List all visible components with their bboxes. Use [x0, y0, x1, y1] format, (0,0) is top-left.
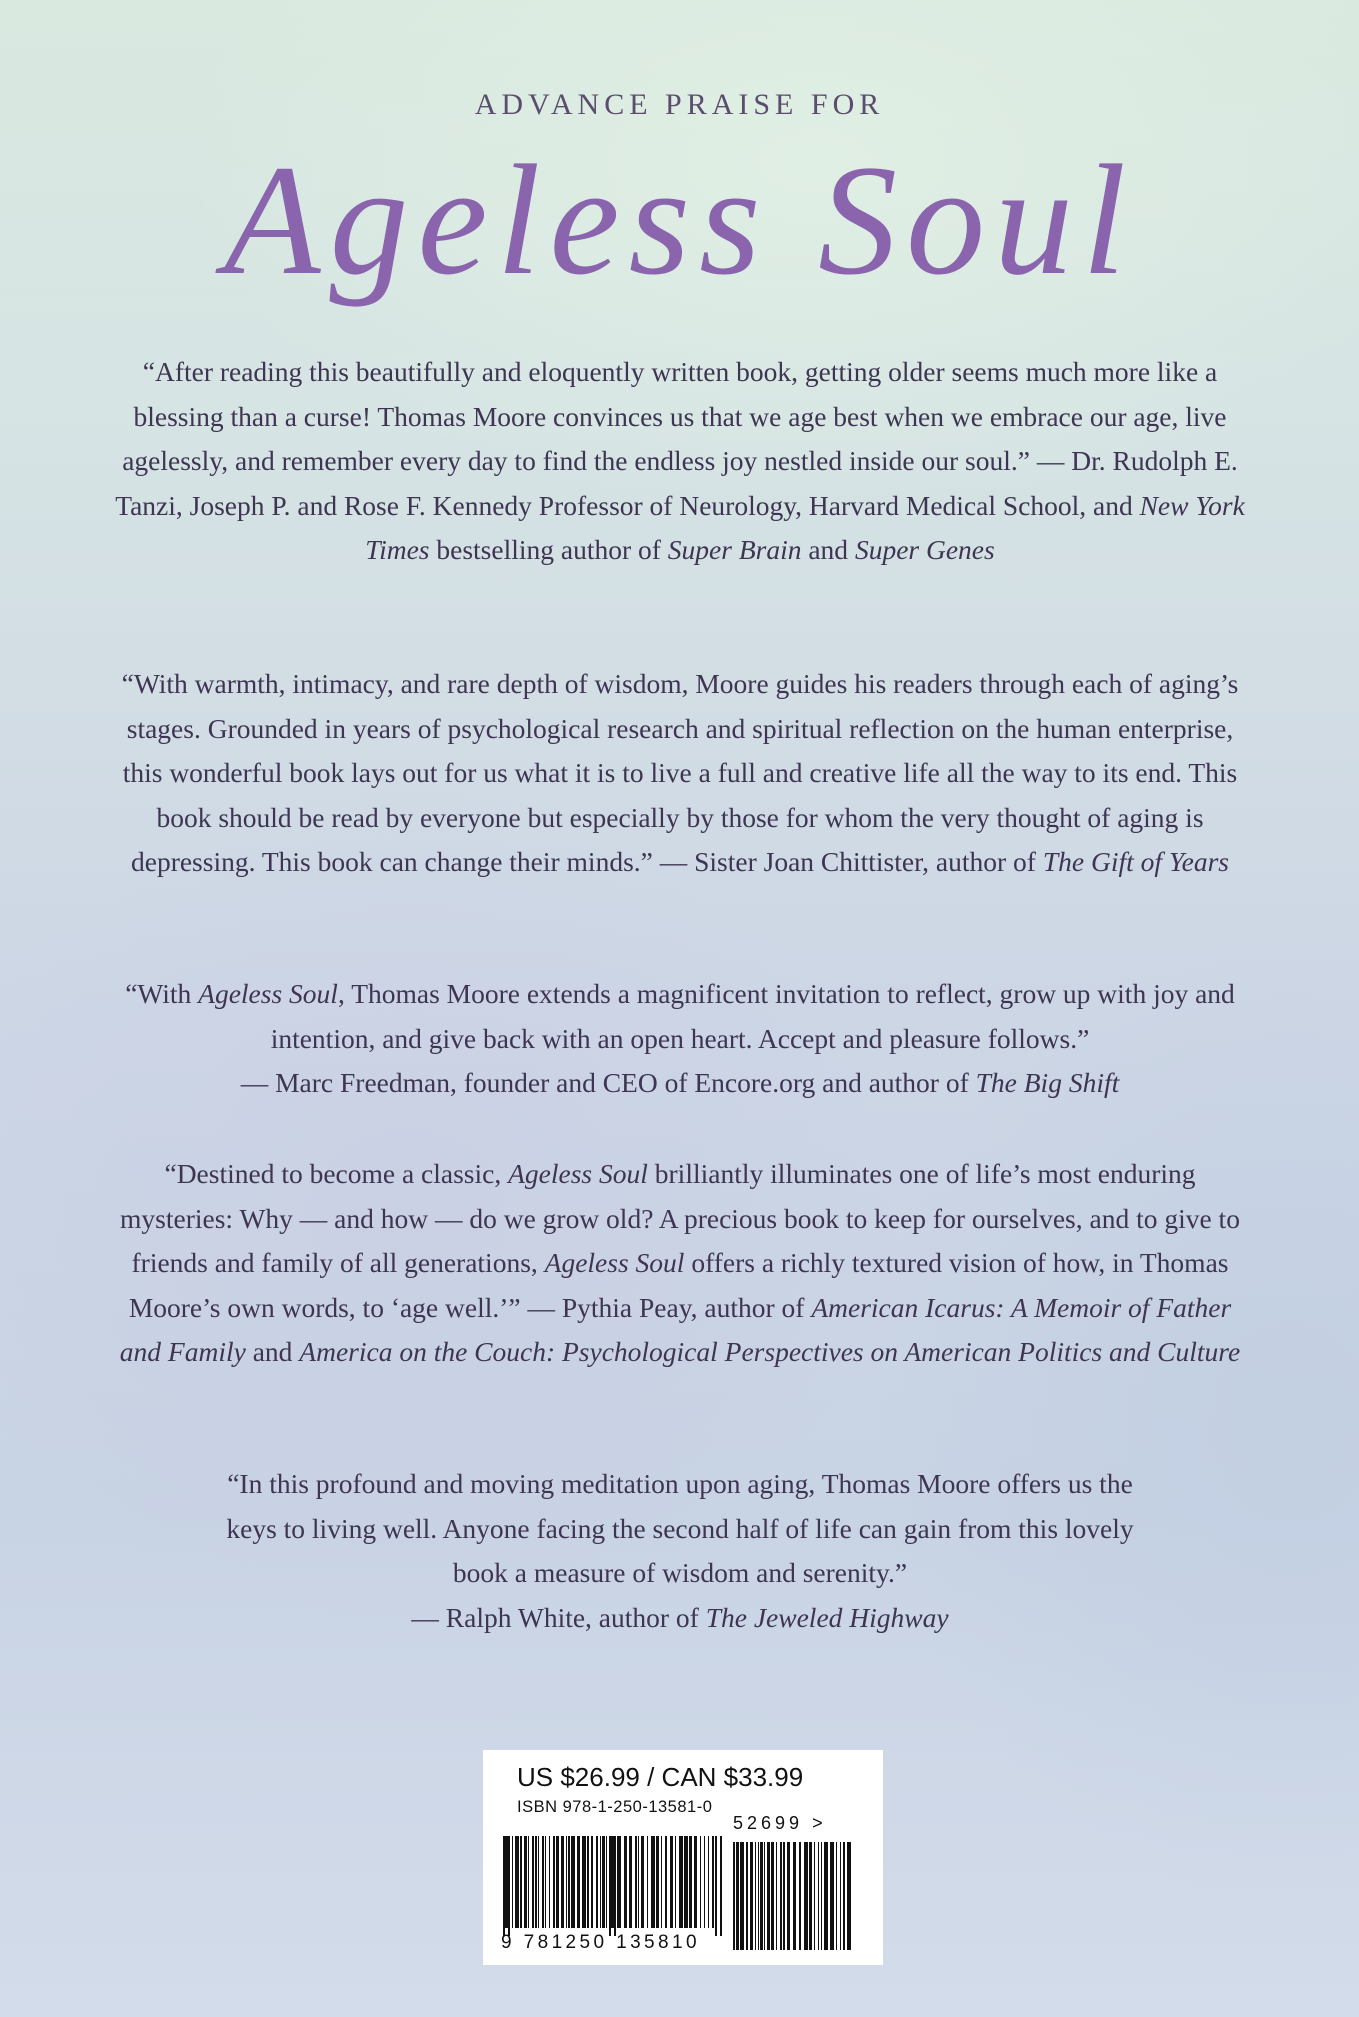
quote-text: offers a richly textured vision of how, in Thomas Moore’s own words, to ‘age well.’” [128, 1247, 1229, 1323]
quote-attribution: — Pythia Peay, author of [520, 1291, 812, 1323]
price-label: US $26.99 / CAN $33.99 [517, 1762, 804, 1792]
book-title-ref: Ageless Soul [508, 1158, 648, 1189]
praise-quote-4 [110, 1152, 1250, 1375]
praise-quote-2 [110, 662, 1250, 885]
quote-attribution-cont: bestselling author of [429, 534, 668, 565]
quote-text: “After reading this beautifully and eloquently written book, getting older seems much more like a blessing than a curse! Thomas Moore convinces us that we age best when we embrace our age, live agelessly, and remember every day to find the endless joy nestled inside our soul.” [122, 356, 1227, 476]
book-reference: Super Genes [854, 534, 995, 565]
conjunction: and [245, 1336, 300, 1367]
barcode-digits: 9 781250 135810 [501, 1932, 700, 1953]
quote-attribution: — Marc Freedman, founder and CEO of Encore.org and author of [240, 1067, 976, 1098]
praise-quote-3 [110, 972, 1250, 1106]
book-title: Ageless Soul [223, 133, 1136, 308]
praise-quote-5 [110, 1462, 1250, 1640]
isbn-label: ISBN 978-1-250-13581-0 [517, 1798, 713, 1816]
quote-attribution: — Sister Joan Chittister, author of [652, 846, 1043, 877]
quote-open: “With [125, 978, 199, 1009]
book-reference: America on the Couch: Psychological Perspectives on American Politics and Culture [299, 1336, 1241, 1367]
praise-quote-1 [110, 350, 1250, 573]
book-title-ref: Ageless Soul [198, 978, 338, 1009]
quote-open: “Destined to become a classic, [164, 1158, 509, 1189]
advance-praise-heading: ADVANCE PRAISE FOR [474, 88, 885, 121]
price-code [733, 1813, 827, 1834]
publication-name: New York Times [365, 489, 1245, 565]
barcode-box [483, 1750, 883, 1965]
quote-text: , Thomas Moore extends a magnificent invitation to reflect, grow up with joy and intention, and give back with an open heart. Accept and pleasure follows.” [270, 978, 1235, 1054]
quote-attribution: — Dr. Rudolph E. Tanzi, Joseph P. and Rose F. Kennedy Professor of Neurology, Harvard Medical School, and [115, 445, 1238, 521]
book-reference: American Icarus: A Memoir of Father and Family [119, 1291, 1232, 1367]
price-code-digits: 52699 [733, 1813, 804, 1833]
quote-attribution: — Ralph White, author of [411, 1601, 706, 1633]
quote-text: “With warmth, intimacy, and rare depth of wisdom, Moore guides his readers through each of aging’s stages. Grounded in years of psychological research and spiritual reflection on the human enterprise, this wonderful book lays out for us what it is to live a full and creative life all the way to its end. This book should be read by everyone but especially by those for whom the very thought of aging is depressing. This book can change their minds.” [121, 668, 1239, 877]
book-title-ref: Ageless Soul [544, 1247, 685, 1278]
book-reference: The Jeweled Highway [705, 1601, 949, 1633]
price-code-mark: > [812, 1813, 827, 1833]
book-reference: The Gift of Years [1042, 846, 1230, 877]
book-reference: Super Brain [667, 534, 802, 565]
conjunction: and [801, 534, 855, 565]
quote-text: brilliantly illuminates one of life’s most enduring mysteries: Why — and how — do we grow old? A precious book to keep for ourselves, and to give to friends and family of all generations, [120, 1158, 1240, 1278]
quote-text: “In this profound and moving meditation upon aging, Thomas Moore offers us the keys to living well. Anyone facing the second half of life can gain from this lovely book a measure of wisdom and serenity.” [226, 1468, 1134, 1588]
book-reference: The Big Shift [975, 1067, 1120, 1098]
